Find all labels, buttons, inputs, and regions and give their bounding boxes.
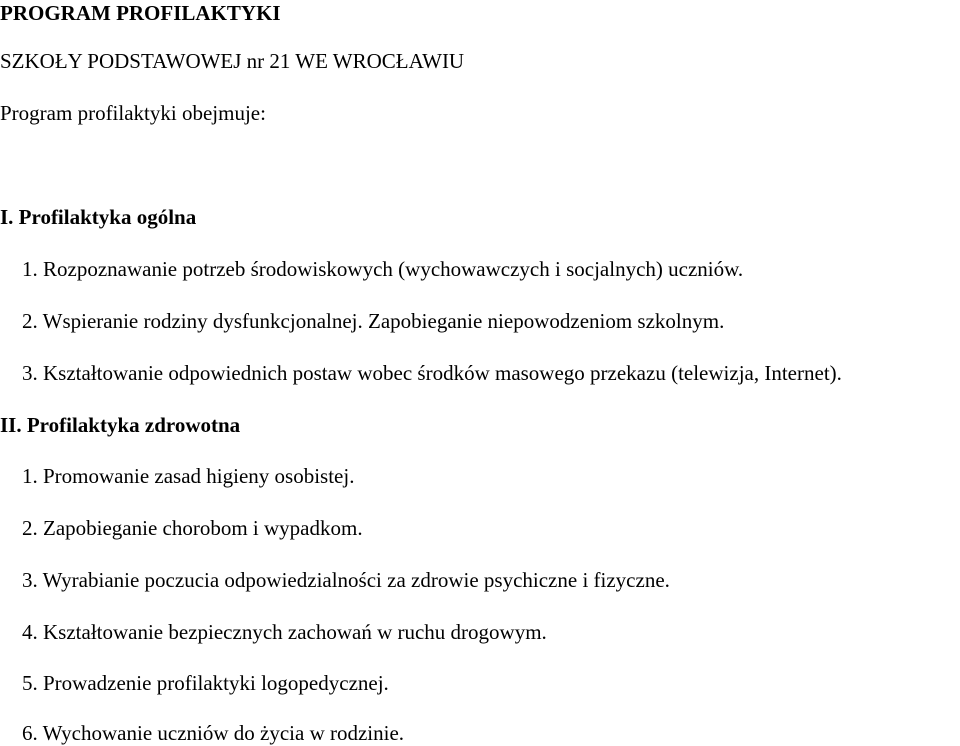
section-heading-health: II. Profilaktyka zdrowotna <box>0 413 241 437</box>
list-item: 2. Zapobieganie chorobom i wypadkom. <box>22 516 363 540</box>
document-title: PROGRAM PROFILAKTYKI <box>0 1 281 25</box>
list-item: 3. Kształtowanie odpowiednich postaw wobec środków masowego przekazu (telewizja, Internet). <box>22 361 842 385</box>
list-item: 4. Kształtowanie bezpiecznych zachowań w ruchu drogowym. <box>22 620 547 644</box>
list-item: 3. Wyrabianie poczucia odpowiedzialności za zdrowie psychiczne i fizyczne. <box>22 568 670 592</box>
list-item: 5. Prowadzenie profilaktyki logopedycznej. <box>22 671 389 695</box>
list-item: 1. Promowanie zasad higieny osobistej. <box>22 464 355 488</box>
list-item: 6. Wychowanie uczniów do życia w rodzinie. <box>22 721 405 745</box>
list-item: 1. Rozpoznawanie potrzeb środowiskowych (wychowawczych i socjalnych) uczniów. <box>22 257 744 281</box>
intro-text: Program profilaktyki obejmuje: <box>0 101 266 125</box>
section-heading-general: I. Profilaktyka ogólna <box>0 205 197 229</box>
school-name: SZKOŁY PODSTAWOWEJ nr 21 WE WROCŁAWIU <box>0 49 465 73</box>
list-item: 2. Wspieranie rodziny dysfunkcjonalnej. Zapobieganie niepowodzeniom szkolnym. <box>22 309 725 333</box>
